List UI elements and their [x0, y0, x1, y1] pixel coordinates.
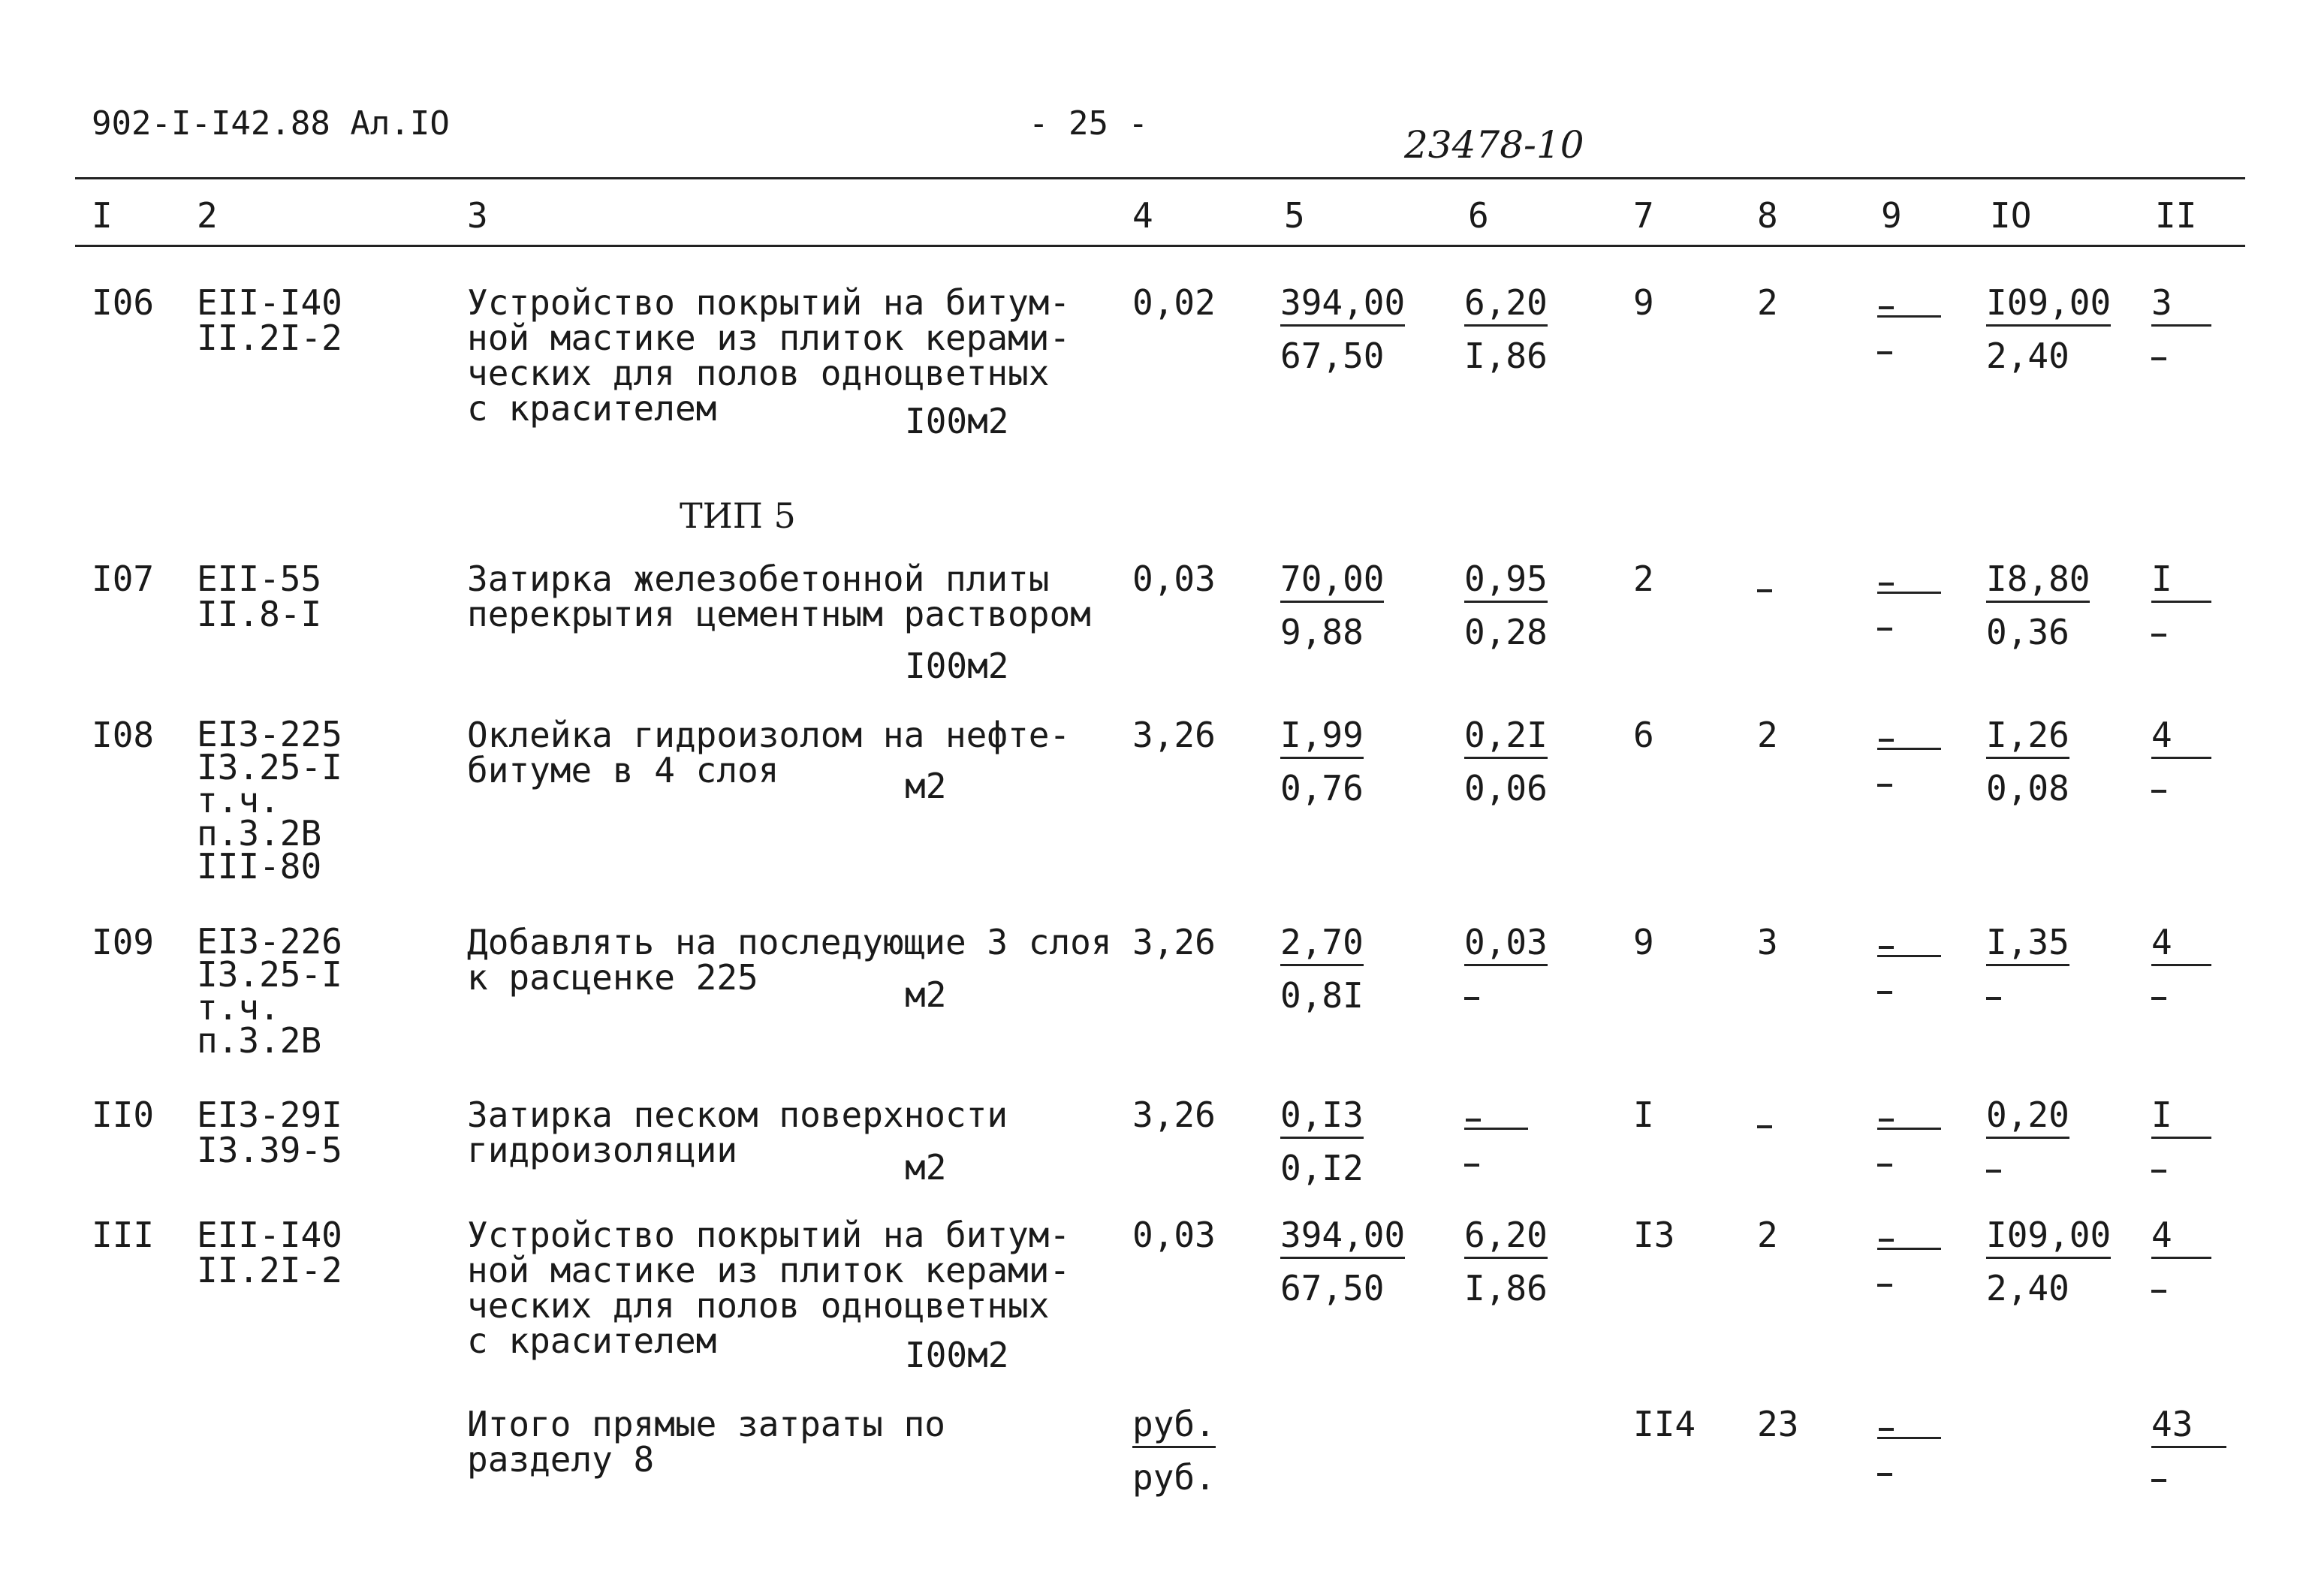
- rate-code: EI3-226 I3.25-I т.ч. п.3.2В: [197, 921, 342, 1061]
- rate-code: EII-55 II.8-I: [197, 559, 322, 634]
- quantity: 3,26: [1132, 922, 1216, 962]
- col-header-7: 7: [1633, 195, 1654, 236]
- unit: м2: [905, 1147, 947, 1188]
- col-header-11: II: [2155, 195, 2197, 236]
- quantity: 0,02: [1132, 282, 1216, 323]
- col-header-8: 8: [1757, 195, 1778, 236]
- quantity: 0,03: [1132, 1215, 1216, 1255]
- unit: I00м2: [905, 1335, 1009, 1375]
- work-description: Затирка песком поверхности гидроизоляции: [467, 1095, 1008, 1170]
- col5-value: $\frac{394,00}{67,50}$: [1280, 282, 1406, 376]
- quantity: 3,26: [1132, 1095, 1216, 1135]
- col-header-3: 3: [467, 195, 488, 236]
- col7-value: I: [1633, 1095, 1654, 1135]
- col7-value: 9: [1633, 922, 1654, 962]
- total-col8: 23: [1757, 1404, 1799, 1444]
- col5-value: $\frac{0,I3}{0,I2}$: [1280, 1095, 1364, 1188]
- col-header-6: 6: [1468, 195, 1489, 236]
- col7-value: I3: [1633, 1215, 1675, 1255]
- row-number: I08: [92, 715, 155, 755]
- total-col7: II4: [1633, 1404, 1696, 1444]
- document-code: 902-I-I42.88 Ал.IO: [92, 104, 450, 143]
- row-number: II0: [92, 1095, 155, 1135]
- total-col9: [1877, 1407, 2027, 1489]
- col11-value: 4: [2151, 925, 2301, 1013]
- total-unit: руб. руб.: [1132, 1404, 1216, 1498]
- rate-code: EI3-225 I3.25-I т.ч. п.3.2В III-80: [197, 714, 342, 887]
- col6-value: $\frac{6,20}{I,86}$: [1464, 1215, 1548, 1308]
- handwritten-number: 23478-10: [1404, 123, 1584, 167]
- unit: м2: [905, 974, 947, 1015]
- col5-value: $\frac{70,00}{9,88}$: [1280, 559, 1385, 652]
- row-number: I09: [92, 922, 155, 962]
- work-description: Затирка железобетонной плиты перекрытия цементным раствором: [467, 559, 1091, 634]
- col-header-10: IO: [1990, 195, 2032, 236]
- col5-value: $\frac{394,00}{67,50}$: [1280, 1215, 1406, 1308]
- rate-code: EI3-29I I3.39-5: [197, 1095, 342, 1170]
- col-header-1: I: [92, 195, 113, 236]
- col8-value: 2: [1757, 282, 1778, 323]
- col8-value: [1757, 571, 1772, 605]
- col8-value: 2: [1757, 1215, 1778, 1255]
- work-description: Добавлять на последующие 3 слоя к расценке 225: [467, 922, 1112, 998]
- col8-value: 3: [1757, 922, 1778, 962]
- col11-value: I: [2151, 1098, 2301, 1185]
- col6-value: [1464, 1098, 1614, 1179]
- col-header-4: 4: [1132, 195, 1153, 236]
- col5-value: $\frac{I,99}{0,76}$: [1280, 715, 1364, 809]
- col10-value: $\frac{I09,00}{2,40}$: [1986, 282, 2112, 376]
- row-number: I06: [92, 282, 155, 323]
- col-header-9: 9: [1881, 195, 1902, 236]
- page-number: - 25 -: [1029, 104, 1148, 143]
- work-description: Устройство покрытий на битум- ной мастике из плиток керами- ческих для полов одноцветных с красителем: [467, 282, 1071, 429]
- col10-value: $\frac{I,26}{0,08}$: [1986, 715, 2069, 809]
- col11-value: 3: [2151, 285, 2301, 373]
- col6-value: $\frac{0,2I}{0,06}$: [1464, 715, 1548, 809]
- unit: м2: [905, 766, 947, 806]
- rate-code: EII-I40 II.2I-2: [197, 1215, 342, 1290]
- header-rule-bottom: [75, 245, 2245, 247]
- col10-value: $\frac{I09,00}{2,40}$: [1986, 1215, 2112, 1308]
- col-header-5: 5: [1284, 195, 1305, 236]
- work-description: Устройство покрытий на битум- ной мастике из плиток керами- ческих для полов одноцветных с красителем: [467, 1215, 1071, 1361]
- col-header-2: 2: [197, 195, 218, 236]
- col10-value: 0,20: [1986, 1098, 2136, 1185]
- col8-value: [1757, 1107, 1772, 1141]
- col10-value: I,35: [1986, 925, 2136, 1013]
- quantity: 3,26: [1132, 715, 1216, 755]
- col6-value: $\frac{0,95}{0,28}$: [1464, 559, 1548, 652]
- total-description: Итого прямые затраты по разделу 8: [467, 1404, 945, 1480]
- quantity: 0,03: [1132, 559, 1216, 599]
- row-number: I07: [92, 559, 155, 599]
- row-number: III: [92, 1215, 155, 1255]
- col5-value: $\frac{2,70}{0,8I}$: [1280, 922, 1364, 1016]
- header-rule-top: [75, 177, 2245, 179]
- total-col11: 43: [2151, 1407, 2301, 1495]
- col6-value: 0,03: [1464, 925, 1614, 1013]
- col11-value: 4: [2151, 1218, 2301, 1305]
- col7-value: 2: [1633, 559, 1654, 599]
- rate-code: EII-I40 II.2I-2: [197, 282, 342, 358]
- section-type-title: ТИП 5: [680, 495, 796, 536]
- col11-value: I: [2151, 562, 2301, 649]
- unit: I00м2: [905, 646, 1009, 686]
- col7-value: 9: [1633, 282, 1654, 323]
- col11-value: 4: [2151, 718, 2301, 806]
- col7-value: 6: [1633, 715, 1654, 755]
- work-description: Оклейка гидроизолом на нефте- битуме в 4 слоя: [467, 715, 1071, 790]
- col8-value: 2: [1757, 715, 1778, 755]
- col10-value: $\frac{I8,80}{0,36}$: [1986, 559, 2090, 652]
- col6-value: $\frac{6,20}{I,86}$: [1464, 282, 1548, 376]
- unit: I00м2: [905, 401, 1009, 441]
